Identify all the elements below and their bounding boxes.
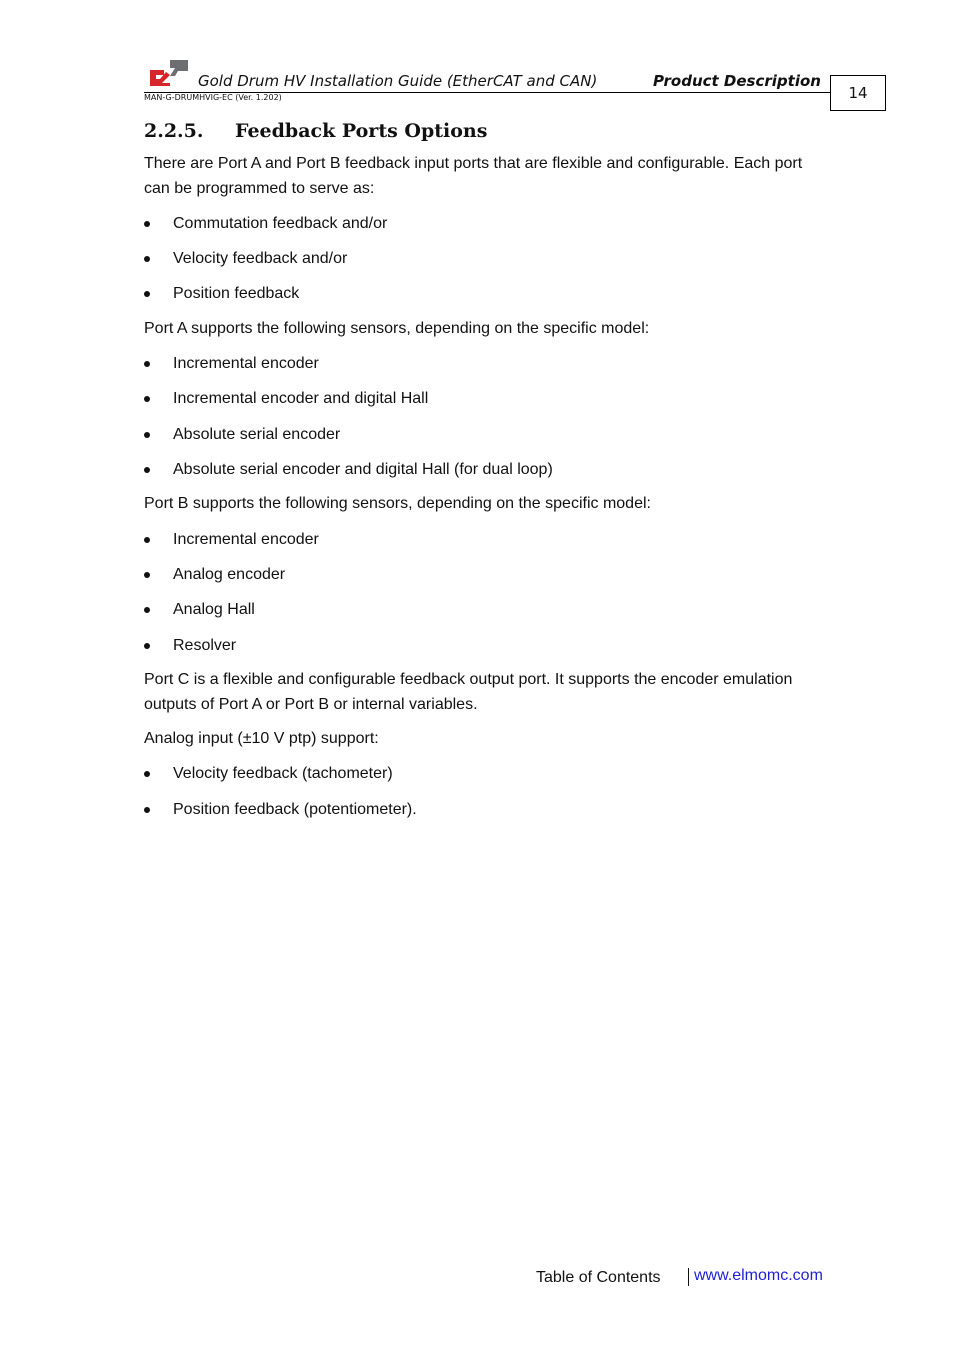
bullet-icon <box>144 467 150 473</box>
bullet-icon <box>144 396 150 402</box>
page-number: 14 <box>830 75 886 111</box>
port-b-paragraph: Port B supports the following sensors, depending on the specific model: <box>144 495 651 512</box>
port-a-paragraph: Port A supports the following sensors, depending on the specific model: <box>144 320 650 337</box>
bullet-icon <box>144 256 150 262</box>
port-c-paragraph: Port C is a flexible and configurable feedback output port. It supports the encoder emulation outputs of Port A or Port B or internal variables. <box>144 671 793 713</box>
bullet-icon <box>144 537 150 543</box>
analog-paragraph: Analog input (±10 V ptp) support: <box>144 730 379 747</box>
bullet-icon <box>144 771 150 777</box>
bullet-icon <box>144 221 150 227</box>
footer-separator <box>688 1268 689 1286</box>
bullet-icon <box>144 643 150 649</box>
document-code: MAN-G-DRUMHVIG-EC (Ver. 1.202) <box>144 93 282 102</box>
document-title: Gold Drum HV Installation Guide (EtherCAT and CAN) <box>198 72 598 90</box>
section-title: Feedback Ports Options <box>235 120 488 142</box>
section-number: 2.2.5. <box>144 120 204 142</box>
website-link[interactable]: www.elmomc.com <box>694 1267 823 1284</box>
bullet-icon <box>144 291 150 297</box>
intro-paragraph: There are Port A and Port B feedback input ports that are flexible and configurable. Each port can be programmed to serve as: <box>144 155 803 197</box>
section-heading <box>144 120 487 142</box>
table-of-contents-link[interactable]: Table of Contents <box>536 1269 661 1286</box>
bullet-icon <box>144 361 150 367</box>
bullet-icon <box>144 572 150 578</box>
elmo-logo-icon <box>148 58 190 88</box>
bullet-icon <box>144 432 150 438</box>
header-section-name: Product Description <box>653 72 821 90</box>
bullet-icon <box>144 807 150 813</box>
bullet-icon <box>144 607 150 613</box>
